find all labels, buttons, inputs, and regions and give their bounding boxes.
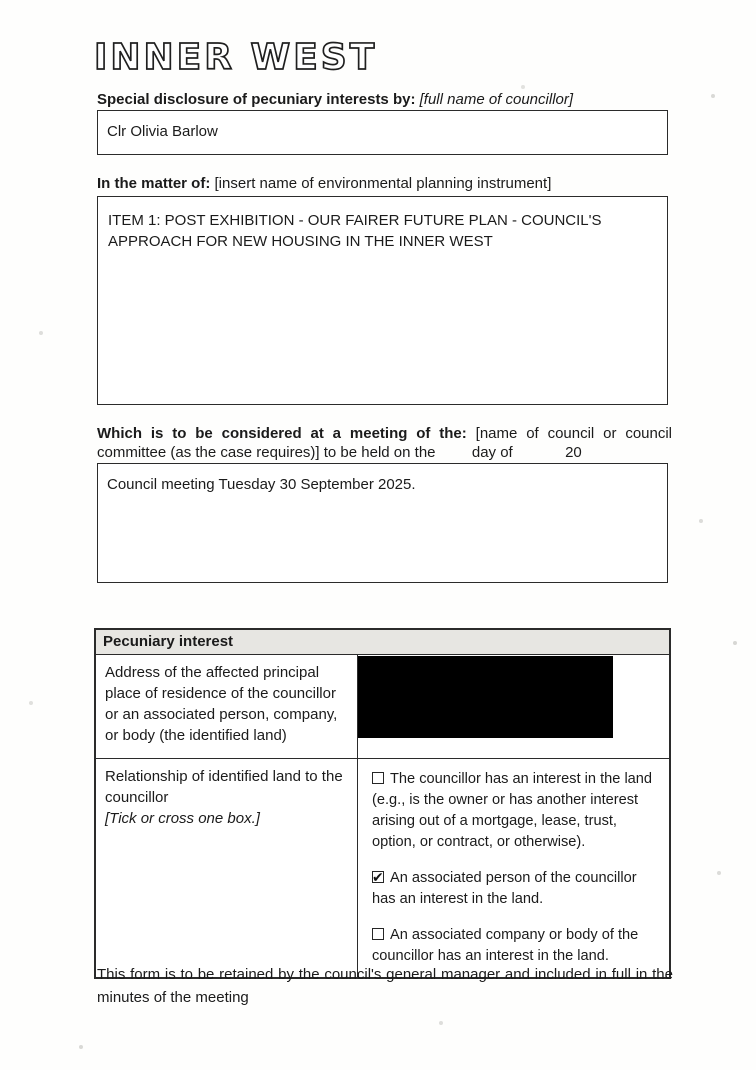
disclosure-label-text: Special disclosure of pecuniary interests by: [97, 91, 416, 108]
disclosure-label [97, 91, 672, 109]
scan-speckles [0, 0, 2, 2]
pecuniary-table-header: Pecuniary interest [96, 630, 669, 655]
year-label: 20 [565, 444, 582, 461]
option-text: An associated person of the councillor has an interest in the land. [372, 870, 637, 907]
councillor-name-field[interactable] [97, 110, 668, 155]
meeting-label-text: Which is to be considered at a meeting of the: [97, 425, 467, 442]
address-value-cell [358, 655, 669, 758]
pecuniary-interest-table [94, 628, 671, 979]
relationship-options-cell [358, 759, 669, 977]
checkbox-icon[interactable] [372, 928, 384, 940]
day-of-label: day of [471, 444, 513, 461]
checkbox-icon[interactable] [372, 772, 384, 784]
meeting-field[interactable] [97, 463, 668, 583]
meeting-value: Council meeting Tuesday 30 September 2025. [107, 476, 416, 493]
option-text: An associated company or body of the councillor has an interest in the land. [372, 927, 639, 964]
relationship-row [96, 759, 669, 977]
retention-note: This form is to be retained by the council's general manager and included in full in the minutes of the meeting [97, 966, 673, 1006]
relationship-label-cell [96, 759, 358, 977]
address-row [96, 655, 669, 759]
councillor-name-value: Clr Olivia Barlow [107, 123, 218, 140]
meeting-label-hint: [name of council or council committee (as the case requires)] to be held on the [97, 425, 673, 461]
option-councillor-interest [372, 769, 657, 853]
matter-field[interactable] [97, 196, 668, 405]
address-label-cell: Address of the affected principal place of residence of the councillor or an associated person, company, or body (the identified land) [96, 655, 358, 758]
matter-label-text: In the matter of: [97, 175, 211, 192]
redaction-box [358, 656, 613, 738]
option-associated-person [372, 868, 657, 910]
matter-label [97, 175, 672, 193]
meeting-label [97, 424, 672, 462]
matter-label-hint: [insert name of environmental planning instrument] [214, 175, 552, 192]
disclosure-label-hint: [full name of councillor] [419, 91, 574, 108]
option-associated-company [372, 925, 657, 967]
inner-west-logo: INNER WEST [94, 37, 378, 78]
matter-value: ITEM 1: POST EXHIBITION - OUR FAIRER FUTURE PLAN - COUNCIL'S APPROACH FOR NEW HOUSING IN THE INNER WEST [108, 212, 602, 250]
relationship-hint: [Tick or cross one box.] [105, 810, 260, 827]
checkbox-checked-icon[interactable] [372, 871, 384, 883]
relationship-label: Relationship of identified land to the councillor [105, 768, 343, 806]
option-text: The councillor has an interest in the land (e.g., is the owner or has another interest arising out of a mortgage, lease, trust, option, or contract, or otherwise). [372, 771, 653, 850]
